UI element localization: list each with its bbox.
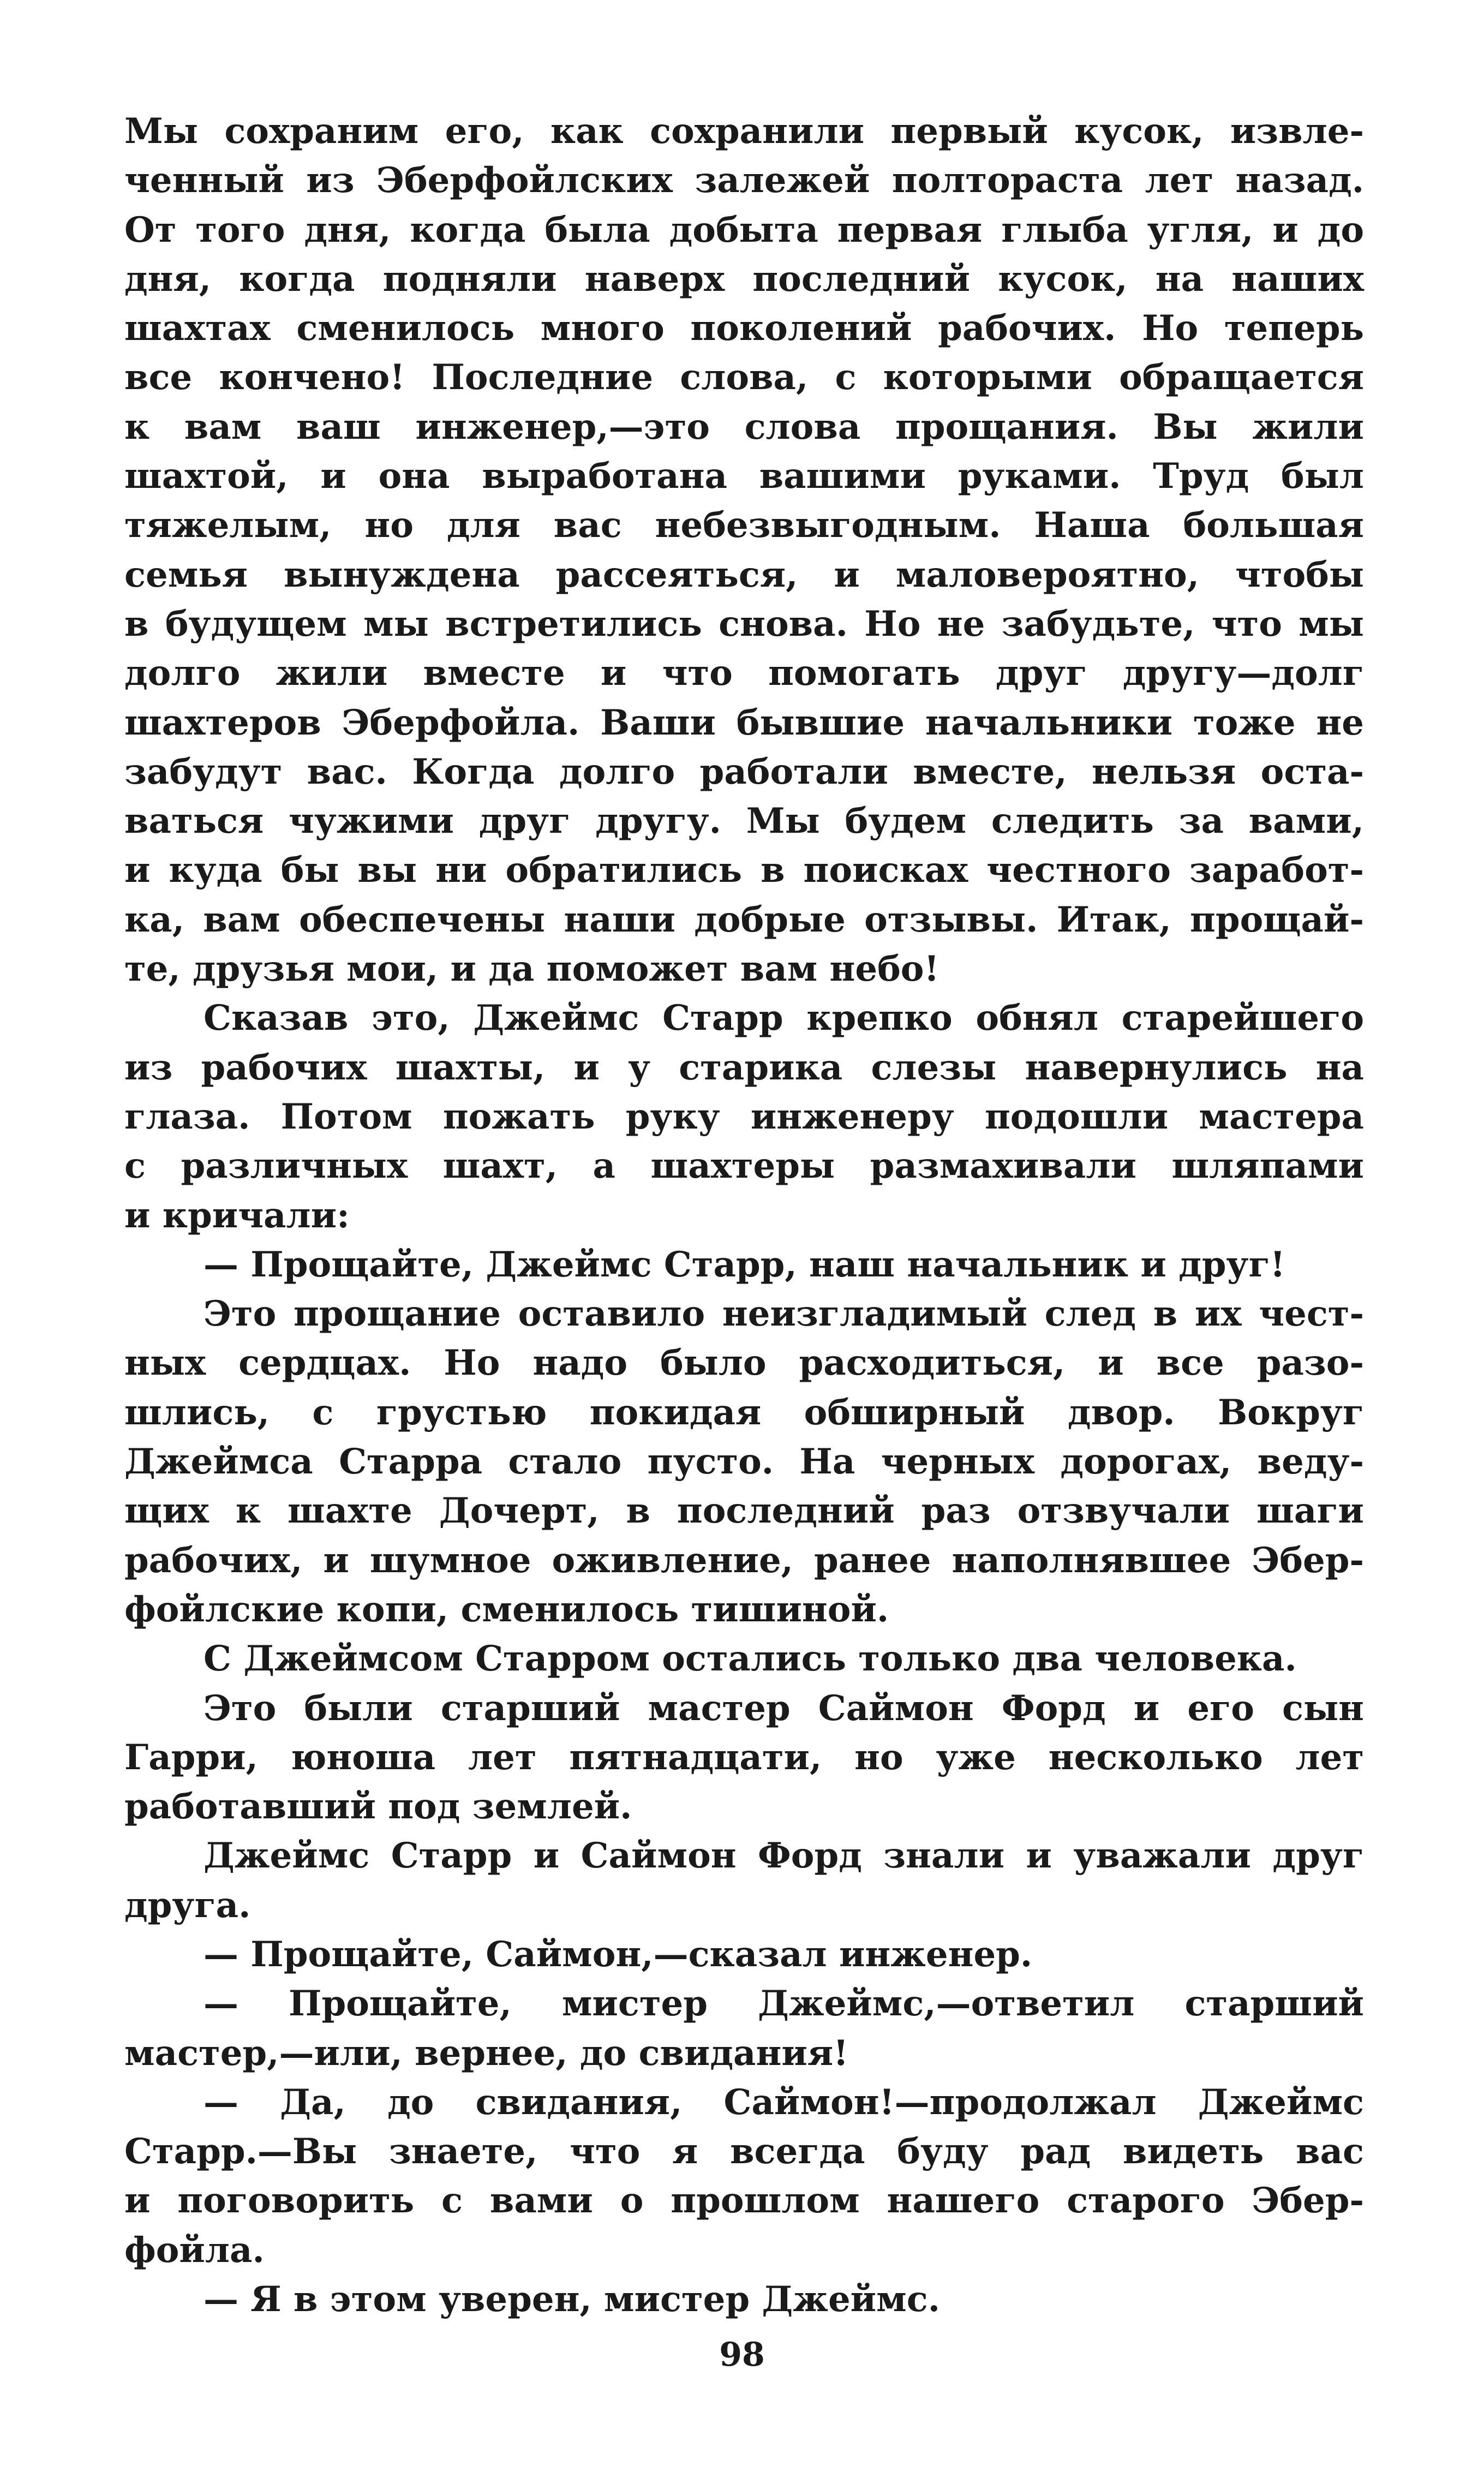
text-line: долго жили вместе и что помогать друг другу—долг xyxy=(124,653,1364,694)
text-line: из рабочих шахты, и у старика слезы навернулись на xyxy=(124,1047,1364,1088)
text-line: и поговорить с вами о прошлом нашего старого Эбер- xyxy=(124,2180,1364,2222)
text-line: — Я в этом уверен, мистер Джеймс. xyxy=(204,2279,940,2320)
text-line: щих к шахте Дочерт, в последний раз отзвучали шаги xyxy=(124,1490,1364,1532)
text-line: Гарри, юноша лет пятнадцати, но уже несколько лет xyxy=(124,1736,1364,1778)
text-line: работавший под землей. xyxy=(124,1786,632,1828)
text-line: Сказав это, Джеймс Старр крепко обнял старейшего xyxy=(204,998,1364,1039)
text-line: ченный из Эберфойлских залежей полтораста лет назад. xyxy=(124,160,1364,201)
text-line: рабочих, и шумное оживление, ранее наполнявшее Эбер- xyxy=(124,1539,1364,1581)
text-line: Старр.—Вы знаете, что я всегда буду рад видеть вас xyxy=(124,2131,1364,2172)
text-line: мастер,—или, вернее, до свидания! xyxy=(124,2032,849,2074)
text-line: — Прощайте, мистер Джеймс,—ответил старший xyxy=(204,1983,1364,2025)
text-line: и кричали: xyxy=(124,1195,350,1236)
text-line: шлись, с грустью покидая обширный двор. Вокруг xyxy=(124,1392,1364,1433)
page-number: 98 xyxy=(719,2336,765,2374)
text-line: — Да, до свидания, Саймон!—продолжал Джеймс xyxy=(204,2081,1364,2123)
text-line: с различных шахт, а шахтеры размахивали шляпами xyxy=(124,1145,1364,1187)
text-line: к вам ваш инженер,—это слова прощания. Вы жили xyxy=(124,406,1364,447)
text-line: шахтеров Эберфойла. Ваши бывшие начальники тоже не xyxy=(124,702,1364,743)
text-line: ваться чужими друг другу. Мы будем следить за вами, xyxy=(124,801,1364,842)
text-line: глаза. Потом пожать руку инженеру подошли мастера xyxy=(124,1096,1364,1137)
text-line: те, друзья мои, и да поможет вам небо! xyxy=(124,948,940,990)
text-line: От того дня, когда была добыта первая глыба угля, и до xyxy=(124,209,1364,250)
text-line: шахтах сменилось много поколений рабочих. Но теперь xyxy=(124,308,1364,349)
text-line: фойлские копи, сменилось тишиной. xyxy=(124,1589,889,1630)
text-line: — Прощайте, Саймон,—сказал инженер. xyxy=(204,1933,1033,1975)
text-line: шахтой, и она выработана вашими руками. Труд был xyxy=(124,456,1364,497)
text-line: — Прощайте, Джеймс Старр, наш начальник и друг! xyxy=(204,1244,1285,1285)
text-line: Джеймс Старр и Саймон Форд знали и уважали друг xyxy=(204,1835,1364,1877)
text-line: фойла. xyxy=(124,2229,265,2271)
text-line: С Джеймсом Старром остались только два человека. xyxy=(204,1638,1297,1680)
text-line: ка, вам обеспечены наши добрые отзывы. Итак, прощай- xyxy=(124,899,1364,940)
text-line: и куда бы вы ни обратились в поисках честного заработ- xyxy=(124,850,1364,891)
text-line: тяжелым, но для вас небезвыгодным. Наша большая xyxy=(124,505,1364,546)
text-line: Мы сохраним его, как сохранили первый кусок, извле- xyxy=(124,111,1364,152)
text-line: все кончено! Последние слова, с которыми обращается xyxy=(124,357,1364,398)
text-line: семья вынуждена рассеяться, и маловероятно, чтобы xyxy=(124,554,1364,595)
text-line: ных сердцах. Но надо было расходиться, и все разо- xyxy=(124,1342,1364,1384)
text-line: Это прощание оставило неизгладимый след в их чест- xyxy=(204,1293,1364,1335)
text-line: Это были старший мастер Саймон Форд и его сын xyxy=(204,1687,1364,1729)
text-line: забудут вас. Когда долго работали вместе, нельзя оста- xyxy=(124,751,1364,792)
text-line: дня, когда подняли наверх последний кусок, на наших xyxy=(124,258,1364,300)
text-line: в будущем мы встретились снова. Но не забудьте, что мы xyxy=(124,603,1364,644)
body-text xyxy=(124,107,1364,2324)
text-line: Джеймса Старра стало пусто. На черных дорогах, веду- xyxy=(124,1441,1364,1483)
text-line: друга. xyxy=(124,1884,251,1926)
